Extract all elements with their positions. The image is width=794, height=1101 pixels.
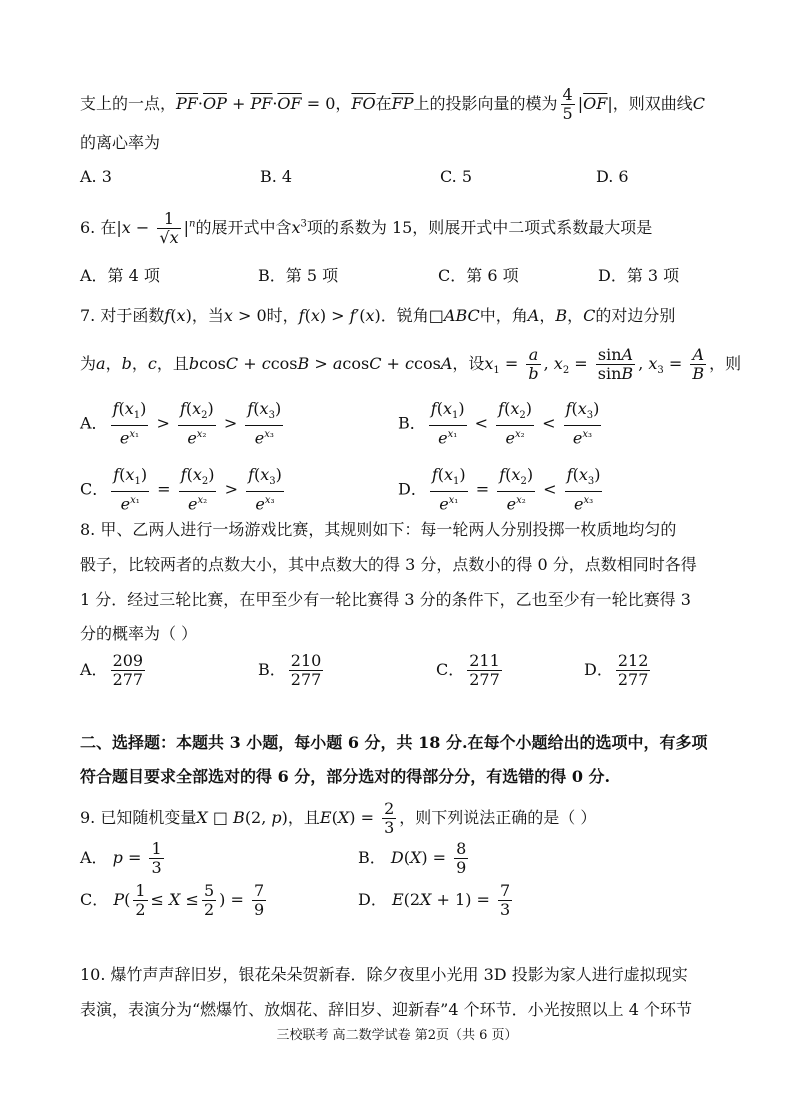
q6-line: 6. 在|x − $\frac{1}{√x}$ $|^n$的展开式中含$x^3$项的系数为 15，则展开式中二项式系数最大项是	[80, 209, 653, 247]
q8-option-b: B． $\frac{210}{277}$	[258, 651, 322, 689]
q8-line4: 分的概率为（ ）	[80, 624, 198, 643]
q5-line1: 支上的一点，$\overline{PF}\cdot\overline{OP} + \overline{PF}\cdot\overline{OF} = 0$，$\overline{FO}$在$\overline{FP}$上的投影向量的模为 $\frac{4}{5}$ $|\overline{OF}|$，则双曲线C	[80, 85, 705, 123]
section2-heading-line1: 二、选择题：本题共 3 小题，每小题 6 分，共 18 分.在每个小题给出的选项中，有多项	[80, 733, 708, 752]
q8-line3: 1 分．经过三轮比赛，在甲至少有一轮比赛得 3 分的条件下，乙也至少有一轮比赛得 3	[80, 590, 691, 609]
q8-line1: 8. 甲、乙两人进行一场游戏比赛，其规则如下：每一轮两人分别投掷一枚质地均匀的	[80, 520, 677, 539]
q5-option-c: C. 5	[440, 167, 473, 186]
q9-option-a: A． p = $\frac{1}{3}$	[80, 839, 162, 877]
q8-option-d: D． $\frac{212}{277}$	[584, 651, 649, 689]
q7-line1: 7. 对于函数f(x)，当x > 0时，f(x) > f′(x)．锐角□ABC中，角A，B，C的对边分别	[80, 306, 676, 325]
q5-line2: 的离心率为	[80, 133, 161, 152]
page-footer: 三校联考 高二数学试卷 第2页（共 6 页）	[276, 1028, 518, 1043]
q8-line2: 骰子，比较两者的点数大小，其中点数大的得 3 分，点数小的得 0 分，点数相同时各得	[80, 555, 697, 574]
q8-option-c: C． $\frac{211}{277}$	[436, 651, 500, 689]
q6-option-b: B．第 5 项	[258, 266, 339, 285]
q9-option-c: C． P( $\frac{1}{2}$ ≤ X ≤ $\frac{5}{2}$ ) = $\frac{7}{9}$	[80, 881, 265, 919]
q8-option-a: A． $\frac{209}{277}$	[80, 651, 144, 689]
q9-option-b: B． D(X) = $\frac{8}{9}$	[358, 839, 467, 877]
q5-option-b: B. 4	[260, 167, 293, 186]
q10-line1: 10. 爆竹声声辞旧岁，银花朵朵贺新春．除夕夜里小光用 3D 投影为家人进行虚拟现实	[80, 965, 688, 984]
q9-line: 9. 已知随机变量X □ B(2, p)，且E(X) = $\frac{2}{3}$ ，则下列说法正确的是（ ）	[80, 799, 597, 837]
q7-option-d: D． $\frac{f(x_1)}{e^{x_1}}$ = $\frac{f(x_2)}{e^{x_2}}$ < $\frac{f(x_3)}{e^{x_3}}$	[398, 465, 601, 514]
q7-option-a: A． $\frac{f(x_1)}{e^{x_1}}$ > $\frac{f(x_2)}{e^{x_2}}$ > $\frac{f(x_3)}{e^{x_3}}$	[80, 399, 282, 448]
q5-option-d: D. 6	[596, 167, 629, 186]
q7-option-c: C． $\frac{f(x_1)}{e^{x_1}}$ = $\frac{f(x_2)}{e^{x_2}}$ > $\frac{f(x_3)}{e^{x_3}}$	[80, 465, 282, 514]
q9-option-d: D． E(2X + 1) = $\frac{7}{3}$	[358, 881, 511, 919]
section2-heading-line2: 符合题目要求全部选对的得 6 分，部分选对的得部分分，有选错的得 0 分.	[80, 767, 611, 786]
q5-option-a: A. 3	[80, 167, 112, 186]
q6-option-d: D．第 3 项	[598, 266, 680, 285]
q6-option-c: C．第 6 项	[438, 266, 519, 285]
q10-line2: 表演，表演分为“燃爆竹、放烟花、辞旧岁、迎新春”4 个环节．小光按照以上 4 个环节	[80, 1000, 692, 1019]
q7-line2: 为a，b，c，且bcosC + ccosB > acosC + ccosA，设$x_1$ = $\frac{a}{b}$ , $x_2$ = $\frac{\sin A}{\sin B}$ , $x_3$ = $\frac{A}{B}$ ，则	[80, 345, 742, 383]
q7-option-b: B． $\frac{f(x_1)}{e^{x_1}}$ < $\frac{f(x_2)}{e^{x_2}}$ < $\frac{f(x_3)}{e^{x_3}}$	[398, 399, 600, 448]
q6-option-a: A．第 4 项	[80, 266, 160, 285]
